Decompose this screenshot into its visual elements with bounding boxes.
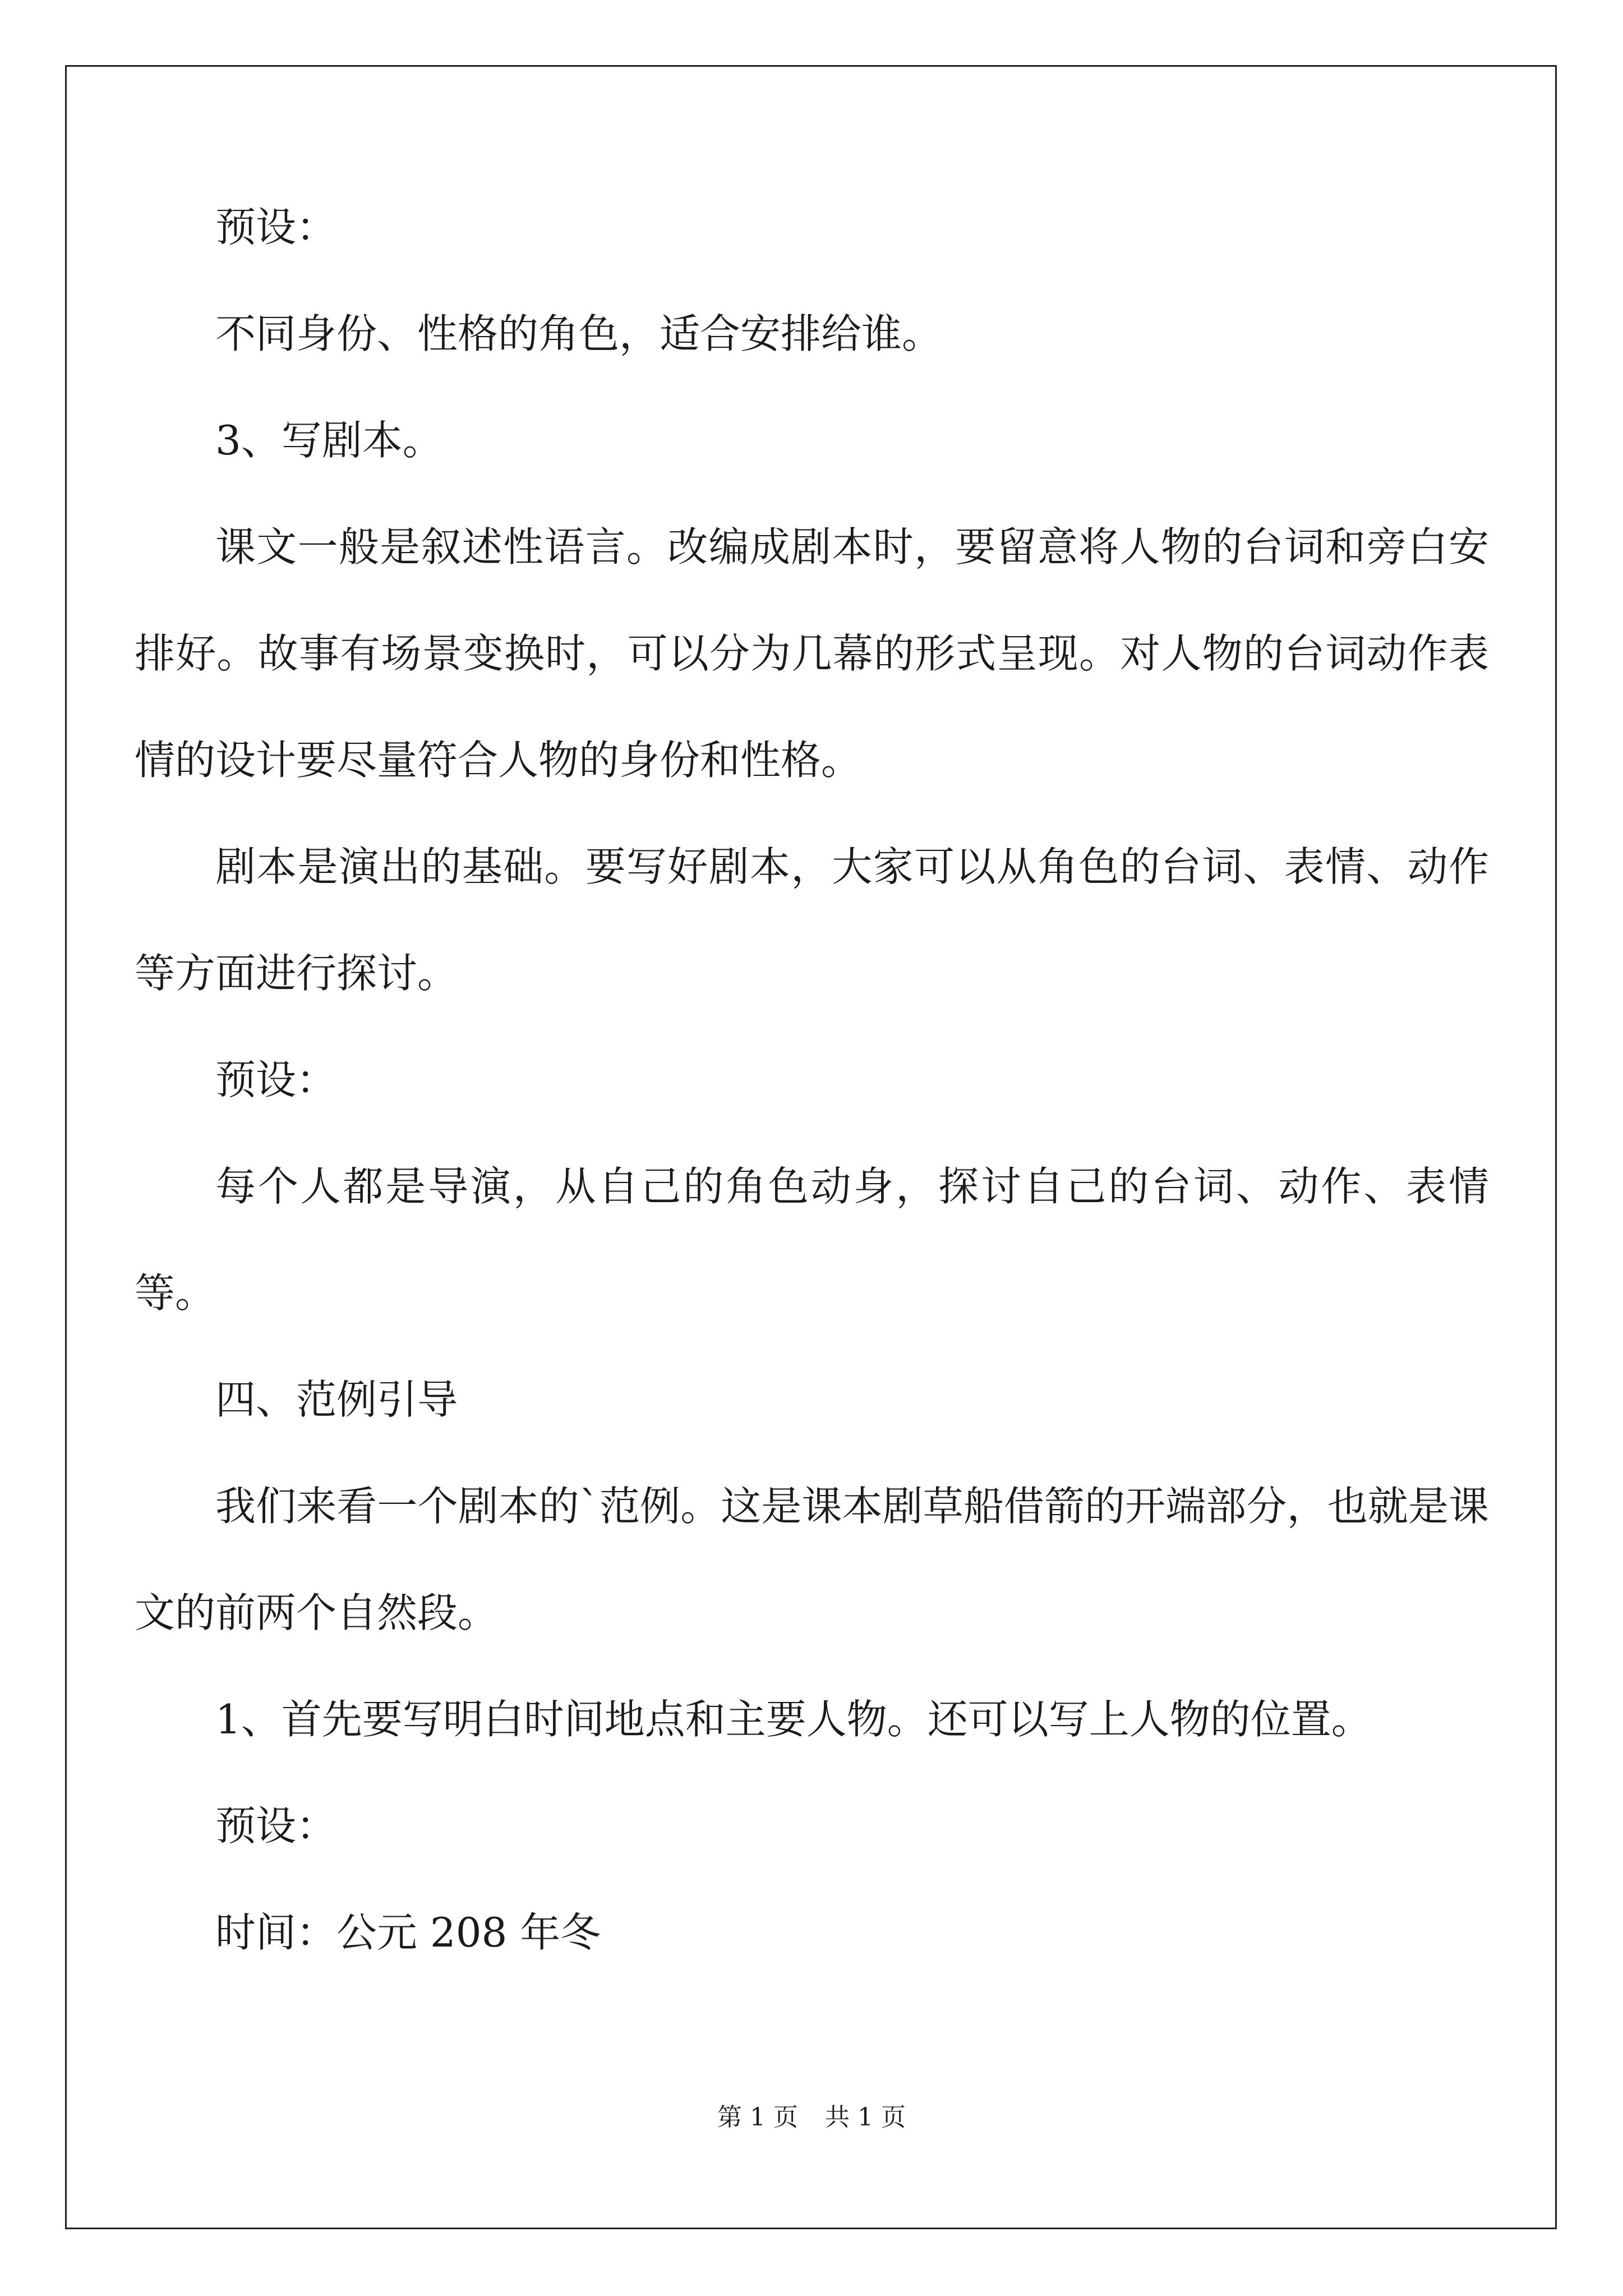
document-body bbox=[135, 174, 1489, 1986]
paragraph: 时间：公元 208 年冬 bbox=[215, 1909, 601, 1956]
section-heading: 四、范例引导 bbox=[215, 1376, 458, 1423]
paragraph: 我们来看一个剧本的`范例。这是课本剧草船借箭的开端部分，也就是课文的前两个自然段。 bbox=[135, 1483, 1489, 1636]
paragraph: 3、写剧本。 bbox=[215, 417, 443, 464]
page-number-total: 共 1 页 bbox=[825, 2103, 906, 2132]
paragraph: 剧本是演出的基础。要写好剧本，大家可以从角色的台词、表情、动作等方面进行探讨。 bbox=[135, 843, 1489, 997]
page-number-current: 第 1 页 bbox=[717, 2103, 798, 2132]
paragraph: 1、首先要写明白时间地点和主要人物。还可以写上人物的位置。 bbox=[215, 1696, 1372, 1743]
paragraph: 课文一般是叙述性语言。改编成剧本时，要留意将人物的台词和旁白安排好。故事有场景变换时，可以分为几幕的形式呈现。对人物的台词动作表情的设计要尽量符合人物的身份和性格。 bbox=[135, 523, 1489, 784]
paragraph: 预设： bbox=[215, 204, 337, 251]
page-footer bbox=[0, 2097, 1623, 2133]
paragraph: 预设： bbox=[215, 1056, 337, 1103]
paragraph: 不同身份、性格的角色，适合安排给谁。 bbox=[215, 310, 943, 357]
paragraph: 每个人都是导演，从自己的角色动身，探讨自己的台词、动作、表情等。 bbox=[135, 1163, 1489, 1317]
paragraph: 预设： bbox=[215, 1802, 337, 1849]
